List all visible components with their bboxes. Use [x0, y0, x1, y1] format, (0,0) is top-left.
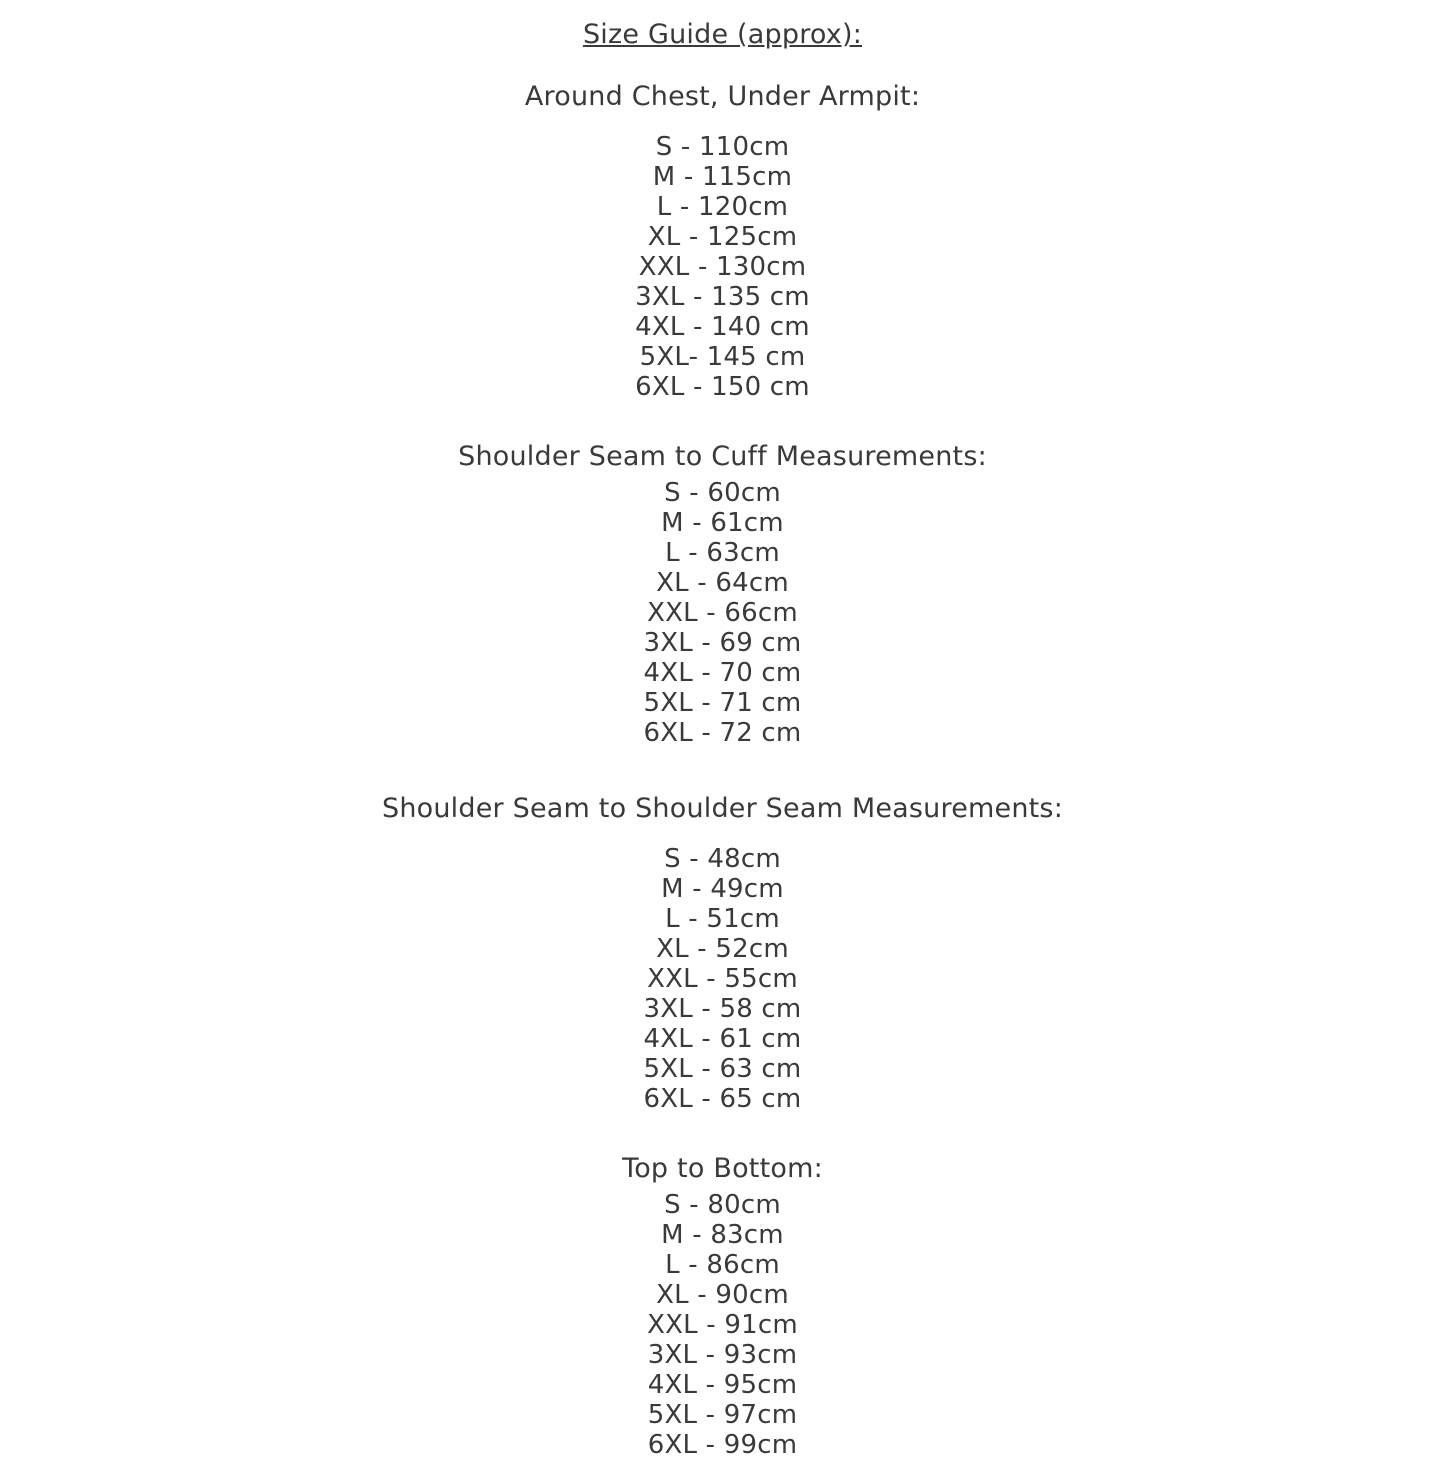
section-heading: Shoulder Seam to Shoulder Seam Measurements:: [381, 793, 1063, 824]
list-item: XL - 125cm: [647, 222, 798, 252]
list-item: 4XL - 70 cm: [643, 658, 802, 688]
section-top-to-bottom: [0, 1148, 1445, 1460]
spacer: [0, 748, 1445, 768]
list-item: 3XL - 135 cm: [635, 282, 810, 312]
list-item: XL - 64cm: [656, 568, 789, 598]
measurement-list: [0, 478, 1445, 748]
list-item: M - 61cm: [661, 508, 784, 538]
section-heading: Top to Bottom:: [622, 1153, 823, 1184]
measurement-list: [0, 1190, 1445, 1460]
list-item: S - 110cm: [655, 132, 790, 162]
list-item: XL - 90cm: [656, 1280, 789, 1310]
list-item: M - 83cm: [661, 1220, 784, 1250]
spacer: [0, 1134, 1445, 1148]
section-shoulder-to-cuff: [0, 436, 1445, 748]
spacer: [0, 768, 1445, 788]
list-item: S - 48cm: [664, 844, 781, 874]
list-item: 3XL - 69 cm: [643, 628, 802, 658]
list-item: XL - 52cm: [656, 934, 789, 964]
section-chest: [0, 76, 1445, 402]
list-item: 3XL - 58 cm: [643, 994, 802, 1024]
spacer: [0, 830, 1445, 844]
list-item: L - 86cm: [665, 1250, 780, 1280]
list-item: XXL - 55cm: [647, 964, 798, 994]
list-item: 4XL - 140 cm: [635, 312, 810, 342]
spacer: [0, 402, 1445, 422]
list-item: 5XL - 97cm: [647, 1400, 798, 1430]
list-item: XXL - 66cm: [647, 598, 798, 628]
spacer: [0, 422, 1445, 436]
list-item: L - 63cm: [665, 538, 780, 568]
list-item: 5XL - 71 cm: [643, 688, 802, 718]
list-item: 6XL - 150 cm: [635, 372, 810, 402]
list-item: XXL - 91cm: [647, 1310, 798, 1340]
list-item: L - 120cm: [656, 192, 789, 222]
list-item: S - 60cm: [664, 478, 781, 508]
list-item: 3XL - 93cm: [647, 1340, 798, 1370]
measurement-list: [0, 844, 1445, 1114]
list-item: XXL - 130cm: [638, 252, 807, 282]
list-item: S - 80cm: [664, 1190, 781, 1220]
section-heading: Shoulder Seam to Cuff Measurements:: [458, 441, 987, 472]
spacer: [0, 1114, 1445, 1134]
list-item: 6XL - 99cm: [647, 1430, 798, 1460]
section-shoulder-to-shoulder: [0, 788, 1445, 1114]
list-item: M - 49cm: [661, 874, 784, 904]
list-item: 6XL - 72 cm: [643, 718, 802, 748]
list-item: L - 51cm: [665, 904, 780, 934]
section-heading: Around Chest, Under Armpit:: [524, 81, 921, 112]
spacer: [0, 118, 1445, 132]
list-item: M - 115cm: [652, 162, 793, 192]
measurement-list: [0, 132, 1445, 402]
list-item: 4XL - 61 cm: [643, 1024, 802, 1054]
page-title: Size Guide (approx):: [582, 19, 863, 50]
list-item: 5XL - 63 cm: [643, 1054, 802, 1084]
spacer: [0, 56, 1445, 76]
list-item: 4XL - 95cm: [647, 1370, 798, 1400]
list-item: 6XL - 65 cm: [643, 1084, 802, 1114]
list-item: 5XL- 145 cm: [639, 342, 806, 372]
